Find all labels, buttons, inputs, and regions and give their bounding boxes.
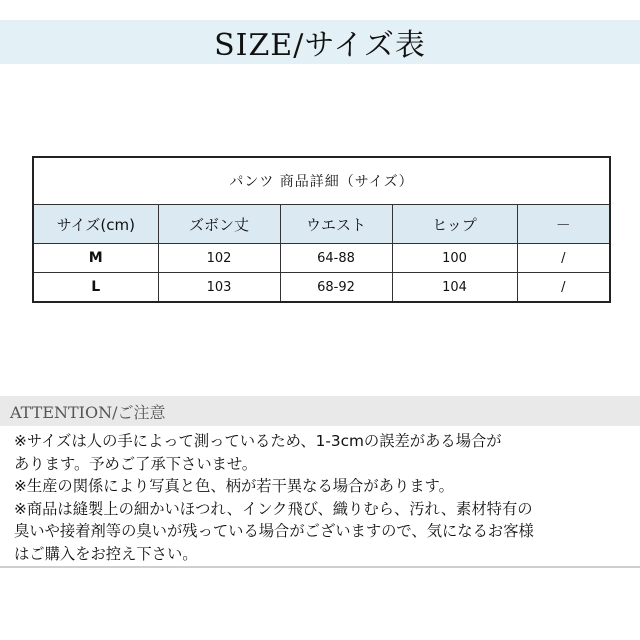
note-line: ※商品は縫製上の細かいほつれ、インク飛び、織りむら、汚れ、素材特有の [14,499,533,518]
attention-heading: ATTENTION/ご注意 [10,402,166,422]
row-inseam: 102 [158,244,280,273]
header-hip: ヒップ [392,205,517,244]
note-line: あります。予めご了承下さいませ。 [14,454,258,473]
row-inseam: 103 [158,273,280,303]
header-inseam: ズボン丈 [158,205,280,244]
row-waist: 64-88 [280,244,392,273]
row-waist: 68-92 [280,273,392,303]
bottom-divider [0,566,640,568]
table-caption: パンツ 商品詳細（サイズ） [33,157,610,205]
header-waist: ウエスト [280,205,392,244]
row-extra: / [517,273,610,303]
note-line: ※生産の関係により写真と色、柄が若干異なる場合があります。 [14,477,454,496]
table-header-row [33,205,610,244]
note-line: はご購入をお控え下さい。 [14,544,198,563]
attention-notes [14,430,634,566]
row-hip: 104 [392,273,517,303]
page-title: SIZE/サイズ表 [214,28,426,63]
row-size-label: M [33,244,158,273]
size-table [32,156,611,303]
table-caption-row [33,157,610,205]
note-line: 臭いや接着剤等の臭いが残っている場合がございますので、気になるお客様 [14,522,534,541]
row-hip: 100 [392,244,517,273]
row-size-label: L [33,273,158,303]
table-row [33,273,610,303]
table-row [33,244,610,273]
row-extra: / [517,244,610,273]
header-size: サイズ(cm) [33,205,158,244]
attention-banner [0,396,640,426]
header-extra: － [517,205,610,244]
title-banner [0,20,640,64]
note-line: ※サイズは人の手によって測っているため、1-3cmの誤差がある場合が [14,432,502,450]
